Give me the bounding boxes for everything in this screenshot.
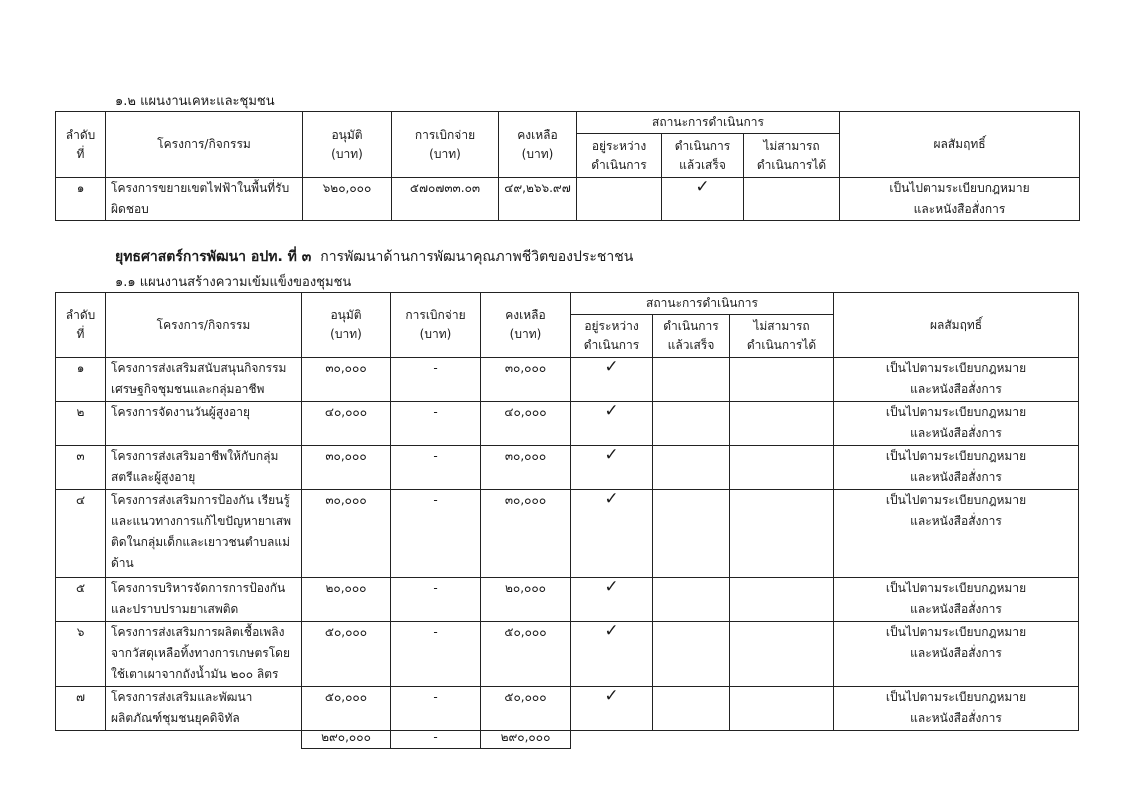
cell-approved: ๕๐,๐๐๐ [302,622,391,687]
cell-project: โครงการส่งเสริมการผลิตเชื้อเพลิงจากวัสดุเหลือทิ้งทางการเกษตรโดยใช้เตาเผาจากถังน้ำมัน ๒๐๐ ลิตร [106,622,302,687]
check-icon: ✓ [604,621,619,641]
cell-remaining: ๓๐,๐๐๐ [481,490,571,578]
header-in-progress: อยู่ระหว่าง ดำเนินการ [577,134,662,178]
cell-unable [730,622,834,687]
cell-unable [730,490,834,578]
section2-table [55,292,1079,731]
header-remaining: คงเหลือ (บาท) [481,293,571,358]
cell-disbursed: - [391,687,481,731]
cell-result: เป็นไปตามระเบียบกฎหมาย และหนังสือสั่งการ [834,446,1079,490]
check-icon: ✓ [604,357,619,377]
cell-order: ๓ [56,446,106,490]
cell-completed [653,578,730,622]
section1-heading: ๑.๒ แผนงานเคหะและชุมชน [115,94,275,109]
cell-project: โครงการส่งเสริมอาชีพให้กับกลุ่มสตรีและผู้สูงอายุ [106,446,302,490]
table-row [56,446,1079,490]
cell-disbursed: - [391,490,481,578]
cell-order: ๑ [56,358,106,402]
cell-completed [662,178,744,221]
cell-order: ๔ [56,490,106,578]
cell-approved: ๕๐,๐๐๐ [302,687,391,731]
section2-heading: ๑.๑ แผนงานสร้างความเข้มแข็งของชุมชน [115,275,352,290]
total-disbursed: - [391,727,481,748]
cell-project: โครงการส่งเสริมและพัฒนาผลิตภัณฑ์ชุมชนยุคดิจิทัล [106,687,302,731]
cell-in-progress [571,402,653,446]
cell-result: เป็นไปตามระเบียบกฎหมาย และหนังสือสั่งการ [840,178,1080,221]
cell-unable [730,358,834,402]
cell-order: ๒ [56,402,106,446]
cell-unable [730,446,834,490]
cell-result: เป็นไปตามระเบียบกฎหมาย และหนังสือสั่งการ [834,622,1079,687]
check-icon: ✓ [695,177,710,197]
table-row [56,178,1080,221]
check-icon: ✓ [604,401,619,421]
check-icon: ✓ [604,686,619,706]
cell-order: ๑ [56,178,106,221]
cell-disbursed: - [391,446,481,490]
header-in-progress: อยู่ระหว่าง ดำเนินการ [571,315,653,358]
strategy-title: ยุทธศาสตร์การพัฒนา อปท. ที่ ๓ การพัฒนาด้านการพัฒนาคุณภาพชีวิตของประชาชน [115,249,634,265]
cell-in-progress [577,178,662,221]
cell-disbursed: - [391,578,481,622]
cell-remaining: ๒๐,๐๐๐ [481,578,571,622]
cell-project: โครงการส่งเสริมสนับสนุนกิจกรรมเศรษฐกิจชุมชนและกลุ่มอาชีพ [106,358,302,402]
header-disbursed: การเบิกจ่าย (บาท) [391,293,481,358]
table-row [56,578,1079,622]
cell-completed [653,687,730,731]
cell-remaining: ๔๐,๐๐๐ [481,402,571,446]
cell-unable [730,402,834,446]
cell-unable [730,687,834,731]
cell-result: เป็นไปตามระเบียบกฎหมาย และหนังสือสั่งการ [834,402,1079,446]
cell-project: โครงการส่งเสริมการป้องกัน เรียนรู้และแนวทางการแก้ไขปัญหายาเสพติดในกลุ่มเด็กและเยาวชนตำบลแม่ด้าน [106,490,302,578]
section2-total-row [301,727,571,749]
header-project: โครงการ/กิจกรรม [106,112,303,178]
header-approved: อนุมัติ (บาท) [302,293,391,358]
header-unable: ไม่สามารถ ดำเนินการได้ [730,315,834,358]
table-row [56,490,1079,578]
cell-project: โครงการจัดงานวันผู้สูงอายุ [106,402,302,446]
cell-order: ๗ [56,687,106,731]
cell-remaining: ๔๙,๒๖๖.๙๗ [499,178,577,221]
cell-completed [653,358,730,402]
cell-completed [653,490,730,578]
cell-remaining: ๓๐,๐๐๐ [481,358,571,402]
cell-completed [653,622,730,687]
header-unable: ไม่สามารถ ดำเนินการได้ [744,134,840,178]
cell-order: ๖ [56,622,106,687]
header-order: ลำดับ ที่ [56,112,106,178]
header-disbursed: การเบิกจ่าย (บาท) [392,112,499,178]
cell-result: เป็นไปตามระเบียบกฎหมาย และหนังสือสั่งการ [834,358,1079,402]
header-status: สถานะการดำเนินการ [571,293,834,315]
cell-result: เป็นไปตามระเบียบกฎหมาย และหนังสือสั่งการ [834,490,1079,578]
header-result: ผลสัมฤทธิ์ [834,293,1079,358]
cell-order: ๕ [56,578,106,622]
cell-approved: ๓๐,๐๐๐ [302,490,391,578]
header-order: ลำดับ ที่ [56,293,106,358]
cell-remaining: ๓๐,๐๐๐ [481,446,571,490]
cell-approved: ๓๐,๐๐๐ [302,446,391,490]
cell-disbursed: - [391,622,481,687]
header-completed: ดำเนินการ แล้วเสร็จ [662,134,744,178]
header-remaining: คงเหลือ (บาท) [499,112,577,178]
cell-disbursed: - [391,358,481,402]
total-approved: ๒๙๐,๐๐๐ [302,727,391,748]
table-row [56,622,1079,687]
check-icon: ✓ [604,445,619,465]
header-result: ผลสัมฤทธิ์ [840,112,1080,178]
cell-disbursed: ๕๗๐๗๓๓.๐๓ [392,178,499,221]
cell-project: โครงการบริหารจัดการการป้องกันและปราบปรามยาเสพติด [106,578,302,622]
cell-result: เป็นไปตามระเบียบกฎหมาย และหนังสือสั่งการ [834,687,1079,731]
cell-approved: ๔๐,๐๐๐ [302,402,391,446]
section1-table [55,111,1080,221]
header-approved: อนุมัติ (บาท) [303,112,392,178]
cell-unable [730,578,834,622]
cell-in-progress [571,578,653,622]
header-status: สถานะการดำเนินการ [577,112,840,134]
header-completed: ดำเนินการ แล้วเสร็จ [653,315,730,358]
cell-in-progress [571,622,653,687]
cell-in-progress [571,687,653,731]
table-row [56,687,1079,731]
cell-approved: ๖๒๐,๐๐๐ [303,178,392,221]
cell-result: เป็นไปตามระเบียบกฎหมาย และหนังสือสั่งการ [834,578,1079,622]
cell-disbursed: - [391,402,481,446]
cell-remaining: ๕๐,๐๐๐ [481,622,571,687]
total-remaining: ๒๙๐,๐๐๐ [481,727,571,748]
cell-in-progress [571,358,653,402]
check-icon: ✓ [604,489,619,509]
cell-approved: ๒๐,๐๐๐ [302,578,391,622]
cell-project: โครงการขยายเขตไฟฟ้าในพื้นที่รับผิดชอบ [106,178,303,221]
cell-in-progress [571,490,653,578]
cell-completed [653,402,730,446]
cell-approved: ๓๐,๐๐๐ [302,358,391,402]
header-project: โครงการ/กิจกรรม [106,293,302,358]
cell-completed [653,446,730,490]
cell-remaining: ๕๐,๐๐๐ [481,687,571,731]
table-row [56,358,1079,402]
cell-unable [744,178,840,221]
check-icon: ✓ [604,577,619,597]
cell-in-progress [571,446,653,490]
table-row [56,402,1079,446]
